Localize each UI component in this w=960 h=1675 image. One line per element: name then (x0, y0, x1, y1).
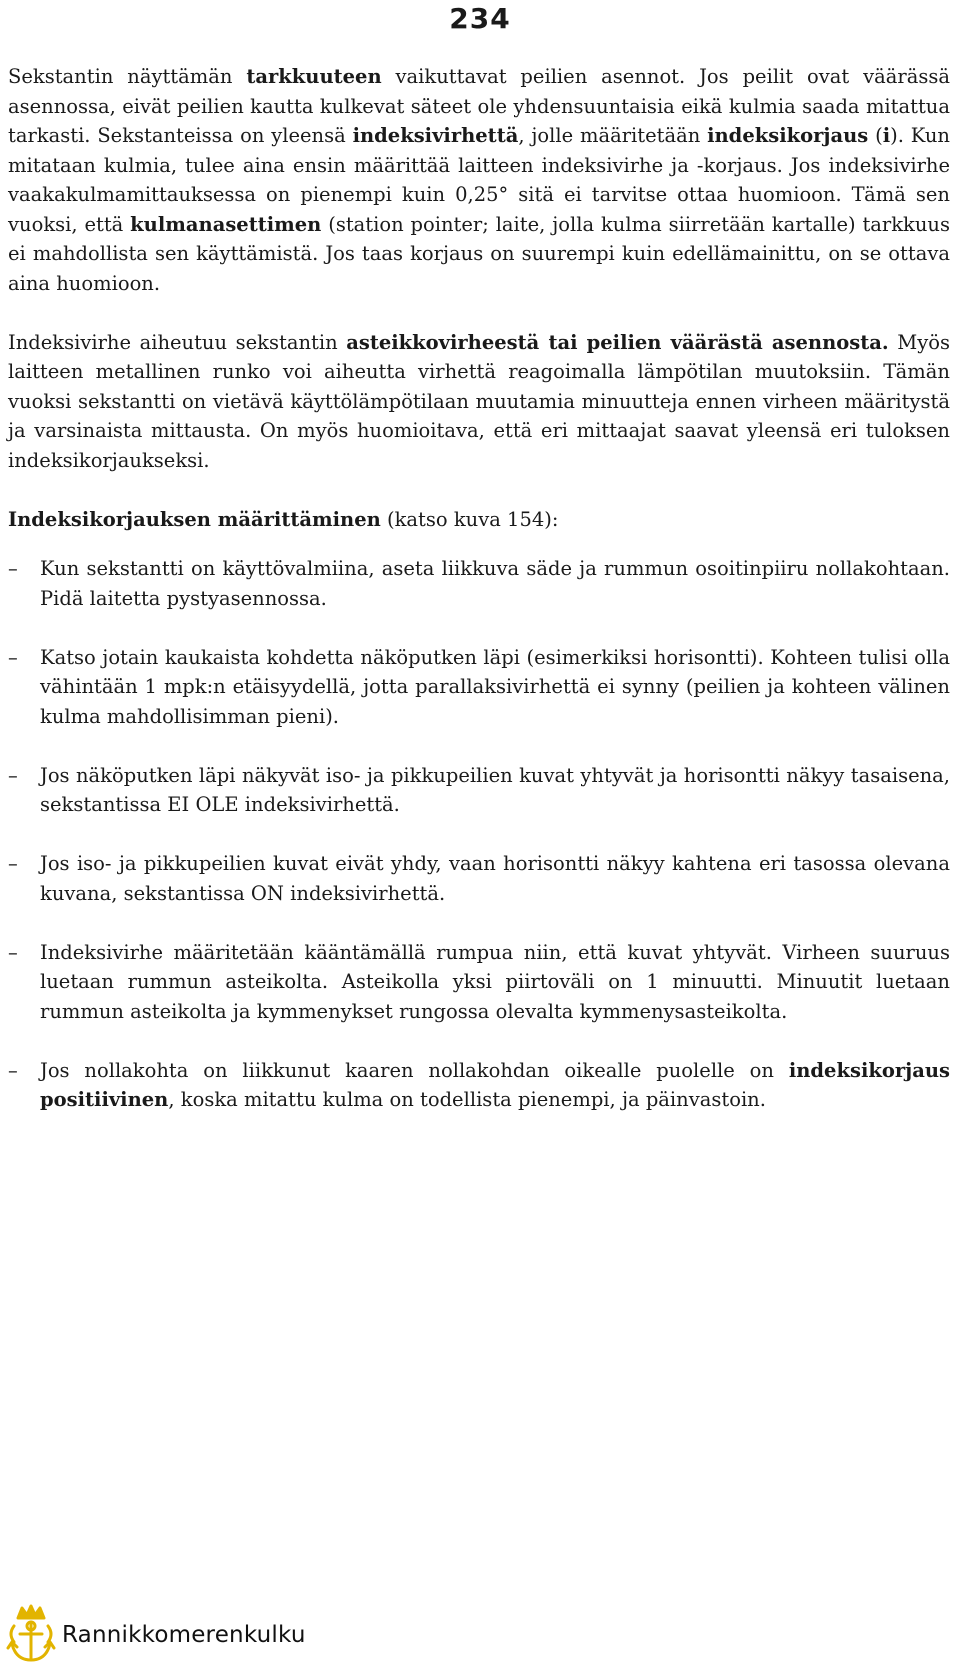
paragraph-1 (8, 62, 950, 298)
dash-bullet: – (8, 852, 18, 875)
text-run: Indeksivirhe määritetään kääntämällä rumpua niin, että kuvat yhtyvät. Virheen suuruus luetaan rummun asteikolta. Asteikolla yksi piirtoväli on 1 minuutti. Minuutit luetaan rummun asteikolta ja kymmenykset rungossa olevalta kymmenysasteikolta. (40, 940, 950, 1023)
list-item (8, 554, 950, 613)
list-item-text (40, 557, 950, 610)
list-item (8, 1056, 950, 1115)
bold-text-run: indeksivirhettä (352, 124, 519, 147)
document-body (8, 62, 950, 1144)
text-run: Jos nollakohta on liikkunut kaaren nollakohdan oikealle puolelle on (40, 1058, 789, 1082)
bold-text-run: indeksikorjaus (707, 124, 869, 147)
text-run: ( (868, 124, 883, 147)
bold-text-run: i (882, 124, 891, 147)
text-run: (katso kuva 154): (380, 507, 559, 531)
procedure-list (8, 554, 950, 1115)
list-item (8, 761, 950, 820)
dash-bullet: – (8, 557, 18, 580)
page-number: 234 (449, 2, 511, 35)
text-run: (station pointer; laite, jolla kulma siirretään kartalle) tarkkuus ei mahdollista sen käyttämistä. Jos taas korjaus on suurempi kuin edellämainittu, on se ottava aina huomioon. (8, 212, 951, 295)
list-item-text (40, 646, 950, 728)
bold-text-run: kulmanasettimen (130, 212, 322, 236)
bold-text-run: asteikkovirheestä tai peilien väärästä asennosta. (346, 330, 889, 354)
bold-text-run: tarkkuuteen (246, 65, 382, 88)
text-run: Jos iso- ja pikkupeilien kuvat eivät yhdy, vaan horisontti näkyy kahtena eri tasossa olevana kuvana, sekstantissa ON indeksivirhettä. (40, 852, 950, 905)
text-run: Kun sekstantti on käyttövalmiina, aseta liikkuva säde ja rummun osoitinpiiru nollakohtaan. Pidä laitetta pystyasennossa. (40, 557, 950, 610)
text-run: Myös laitteen metallinen runko voi aiheutta virhettä reagoimalla lämpötilan muutoksiin. Tämän vuoksi sekstantti on vietävä käyttölämpötilaan muutamia minuutteja ennen virheen määritystä ja varsinaista mittausta. On myös huomioitava, että eri mittaajat saavat yleensä eri tuloksen indeksikorjaukseksi. (8, 330, 950, 472)
list-item (8, 849, 950, 908)
dash-bullet: – (8, 645, 18, 669)
paragraph-2 (8, 328, 950, 476)
text-run: , jolle määritetään (518, 124, 708, 147)
bold-text-run: Indeksikorjauksen määrittäminen (8, 507, 381, 531)
brand-name: Rannikkomerenkulku (62, 1622, 306, 1648)
text-run: Jos näköputken läpi näkyvät iso- ja pikkupeilien kuvat yhtyvät ja horisontti näkyy tasaisena, sekstantissa EI OLE indeksivirhettä. (40, 763, 950, 816)
list-item-text (40, 764, 950, 817)
text-run: Katso jotain kaukaista kohdetta näköputken läpi (esimerkiksi horisontti). Kohteen tulisi olla vähintään 1 mpk:n etäisyydellä, jotta parallaksivirhettä ei synny (peilien ja kohteen välinen kulma mahdollisimman pieni). (40, 645, 950, 728)
bold-text-run: indeksikorjaus positiivinen (40, 1058, 950, 1111)
dash-bullet: – (8, 940, 18, 964)
list-item (8, 643, 950, 732)
list-item-text (40, 941, 950, 1023)
text-run: vaikuttavat peilien asennot. Jos peilit ovat väärässä asennossa, eivät peilien kautta kulkevat säteet ole yhdensuuntaisia eikä kulmia saada mitattua tarkasti. Sekstanteissa on yleensä (8, 65, 950, 147)
text-run: Sekstantin näyttämän (8, 65, 247, 88)
text-run: Indeksivirhe aiheutuu sekstantin (8, 330, 347, 354)
anchor-crown-emblem-icon (4, 1604, 58, 1670)
dash-bullet: – (8, 1058, 18, 1082)
dash-bullet: – (8, 763, 18, 787)
footer (4, 1604, 404, 1672)
list-item-text (40, 1059, 950, 1112)
text-run: ). Kun mitataan kulmia, tulee aina ensin määrittää laitteen indeksivirhe ja -korjaus. Jos indeksivirhe vaakakulmamittauksessa on pienempi kuin 0,25° sitä ei tarvitse ottaa huomioon. Tämä sen vuoksi, että (8, 124, 950, 236)
section-heading (8, 505, 950, 535)
list-item-text (40, 852, 950, 905)
text-run: , koska mitattu kulma on todellista pienempi, ja päinvastoin. (168, 1088, 766, 1111)
list-item (8, 938, 950, 1027)
